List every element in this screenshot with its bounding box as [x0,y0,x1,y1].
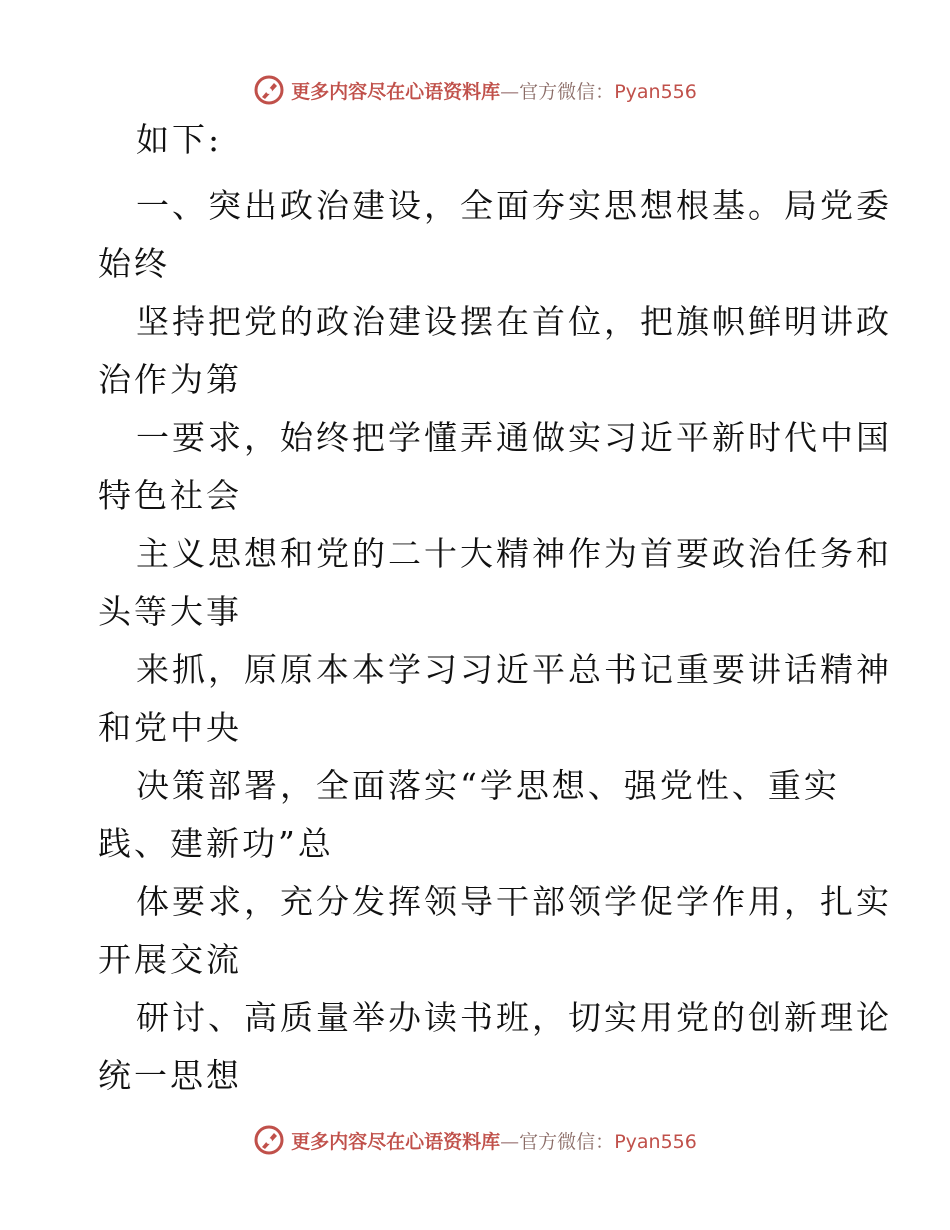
pen-logo-icon [253,74,285,106]
header-banner [0,70,950,110]
text-line: 特色社会 [98,476,242,515]
text-line: 治作为第 [98,360,242,399]
footer-banner-text [291,1127,697,1154]
text-line: 如下: [136,120,223,159]
header-contact-id: Pyan556 [614,80,697,103]
text-line: 统一思想 [98,1056,242,1095]
text-line: 主义思想和党的二十大精神作为首要政治任务和 [136,534,892,573]
footer-contact-id: Pyan556 [614,1130,697,1153]
footer-contact-label: 官方微信： [519,1130,615,1153]
text-line: 一要求，始终把学懂弄通做实习近平新时代中国 [136,418,892,457]
header-separator: — [500,80,520,103]
footer-brand-text: 更多内容尽在心语资料库 [291,1130,501,1153]
header-contact-label: 官方微信： [519,80,615,103]
text-line: 体要求，充分发挥领导干部领学促学作用，扎实 [136,882,892,921]
footer-banner [0,1120,950,1160]
pen-logo-icon [253,1124,285,1156]
text-line: 坚持把党的政治建设摆在首位，把旗帜鲜明讲政 [136,302,892,341]
text-line: 头等大事 [98,592,242,631]
text-line: 来抓，原原本本学习习近平总书记重要讲话精神 [136,650,892,689]
text-line: 研讨、高质量举办读书班，切实用党的创新理论 [136,998,892,1037]
text-line: 一、突出政治建设，全面夯实思想根基。局党委 [136,186,892,225]
text-line: 开展交流 [98,940,242,979]
header-banner-text [291,77,697,104]
footer-separator: — [500,1130,520,1153]
text-line: 和党中央 [98,708,242,747]
text-line: 决策部署，全面落实“学思想、强党性、重实 [136,766,840,805]
header-brand-text: 更多内容尽在心语资料库 [291,80,501,103]
text-line: 践、建新功”总 [98,824,334,863]
text-line: 始终 [98,244,170,283]
